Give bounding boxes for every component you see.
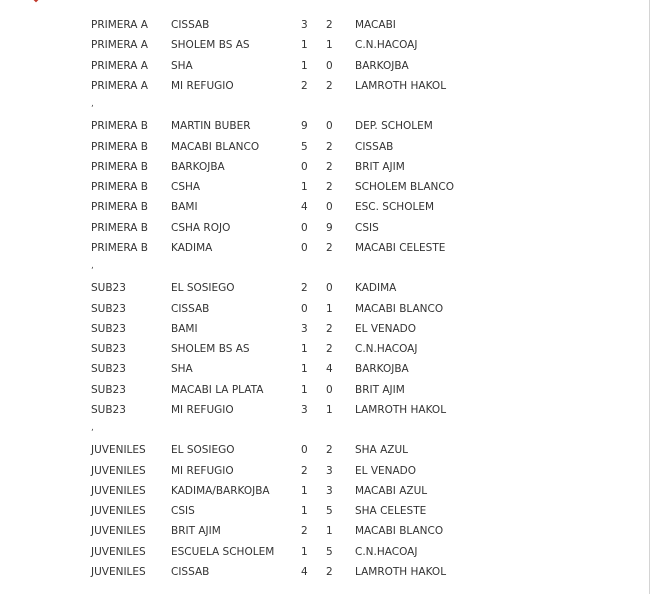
away-team-cell: LAMROTH HAKOL [355, 79, 447, 92]
category-cell: PRIMERA B [91, 201, 149, 214]
home-team-cell: EL SOSIEGO [171, 444, 235, 457]
away-team-cell: MACABI CELESTE [355, 241, 446, 254]
away-goals-cell: 1 [326, 302, 333, 315]
match-row [0, 79, 649, 93]
section-separator: , [91, 99, 94, 109]
home-team-cell: MACABI LA PLATA [171, 383, 264, 396]
away-goals-cell: 5 [326, 505, 333, 517]
home-team-cell: CISSAB [171, 302, 210, 315]
home-goals-cell: 0 [301, 221, 308, 234]
away-goals-cell: 0 [326, 383, 333, 396]
match-row [0, 18, 649, 32]
section-separator: , [91, 423, 94, 433]
match-row [0, 524, 649, 538]
home-goals-cell: 1 [301, 181, 308, 193]
home-team-cell: EL SOSIEGO [171, 282, 235, 295]
match-row [0, 362, 649, 376]
home-team-cell: SHOLEM BS AS [171, 39, 250, 52]
home-team-cell: MI REFUGIO [171, 464, 234, 477]
match-row [0, 221, 649, 235]
category-cell: PRIMERA B [91, 140, 149, 153]
category-cell: SUB23 [91, 343, 126, 355]
home-goals-cell: 0 [301, 241, 308, 254]
home-team-cell: SHOLEM BS AS [171, 343, 250, 355]
away-team-cell: C.N.HACOAJ [355, 545, 418, 558]
away-team-cell: LAMROTH HAKOL [355, 565, 447, 578]
away-team-cell: C.N.HACOAJ [355, 343, 418, 355]
match-row [0, 119, 649, 133]
category-cell: PRIMERA B [91, 120, 149, 133]
home-team-cell: ESCUELA SCHOLEM [171, 545, 275, 558]
category-cell: SUB23 [91, 302, 126, 315]
away-goals-cell: 9 [326, 221, 333, 234]
home-goals-cell: 4 [301, 565, 308, 578]
match-row [0, 200, 649, 214]
match-row [0, 241, 649, 255]
home-team-cell: SHA [171, 363, 193, 376]
home-team-cell: BRIT AJIM [171, 525, 221, 538]
home-team-cell: MARTIN BUBER [171, 120, 251, 133]
away-goals-cell: 1 [326, 525, 333, 538]
home-goals-cell: 1 [301, 59, 308, 72]
match-row [0, 443, 649, 457]
home-team-cell: SHA [171, 59, 193, 72]
away-team-cell: EL VENADO [355, 322, 417, 335]
away-goals-cell: 2 [326, 565, 333, 578]
home-goals-cell: 1 [301, 545, 308, 558]
home-goals-cell: 1 [301, 39, 308, 52]
away-team-cell: BARKOJBA [355, 59, 409, 72]
away-team-cell: CISSAB [355, 140, 394, 153]
match-row [0, 38, 649, 52]
match-row [0, 140, 649, 154]
away-team-cell: BRIT AJIM [355, 383, 405, 396]
away-goals-cell: 3 [326, 464, 333, 477]
away-team-cell: SHA CELESTE [355, 505, 427, 517]
home-goals-cell: 1 [301, 505, 308, 517]
away-team-cell: EL VENADO [355, 464, 417, 477]
category-cell: SUB23 [91, 322, 126, 335]
home-team-cell: BAMI [171, 201, 198, 214]
category-cell: JUVENILES [91, 444, 146, 457]
home-team-cell: MACABI BLANCO [171, 140, 260, 153]
home-team-cell: MI REFUGIO [171, 79, 234, 92]
home-goals-cell: 3 [301, 403, 308, 416]
away-goals-cell: 1 [326, 403, 333, 416]
category-cell: JUVENILES [91, 464, 146, 477]
home-goals-cell: 2 [301, 79, 308, 92]
home-goals-cell: 9 [301, 120, 308, 133]
category-cell: JUVENILES [91, 565, 146, 578]
match-row [0, 160, 649, 174]
home-goals-cell: 0 [301, 302, 308, 315]
category-cell: PRIMERA A [91, 59, 148, 72]
home-goals-cell: 0 [301, 444, 308, 457]
match-row [0, 504, 649, 518]
home-team-cell: CSHA ROJO [171, 221, 231, 234]
category-cell: SUB23 [91, 363, 126, 376]
away-goals-cell: 0 [326, 282, 333, 295]
home-goals-cell: 0 [301, 160, 308, 173]
away-goals-cell: 2 [326, 343, 333, 355]
away-goals-cell: 0 [326, 59, 333, 72]
away-team-cell: SCHOLEM BLANCO [355, 181, 454, 193]
section-separator: , [91, 261, 94, 271]
home-goals-cell: 1 [301, 383, 308, 396]
match-row [0, 464, 649, 478]
page-right-border [649, 0, 650, 594]
category-cell: PRIMERA B [91, 181, 149, 193]
home-goals-cell: 3 [301, 19, 308, 31]
away-goals-cell: 2 [326, 444, 333, 457]
category-cell: SUB23 [91, 403, 126, 416]
home-goals-cell: 3 [301, 322, 308, 335]
away-goals-cell: 2 [326, 79, 333, 92]
away-goals-cell: 2 [326, 140, 333, 153]
match-row [0, 545, 649, 559]
category-cell: PRIMERA B [91, 160, 149, 173]
away-goals-cell: 5 [326, 545, 333, 558]
category-cell: PRIMERA B [91, 241, 149, 254]
away-team-cell: ESC. SCHOLEM [355, 201, 435, 214]
category-cell: JUVENILES [91, 505, 146, 517]
match-row [0, 59, 649, 73]
home-goals-cell: 2 [301, 525, 308, 538]
away-team-cell: SHA AZUL [355, 444, 408, 457]
match-row [0, 565, 649, 579]
match-row [0, 180, 649, 194]
home-goals-cell: 1 [301, 343, 308, 355]
away-team-cell: MACABI BLANCO [355, 525, 444, 538]
match-row [0, 403, 649, 417]
home-goals-cell: 5 [301, 140, 308, 153]
category-cell: SUB23 [91, 282, 126, 295]
home-team-cell: KADIMA [171, 241, 213, 254]
away-goals-cell: 2 [326, 181, 333, 193]
away-team-cell: MACABI AZUL [355, 484, 428, 497]
match-row [0, 383, 649, 397]
away-goals-cell: 4 [326, 363, 333, 376]
home-team-cell: BAMI [171, 322, 198, 335]
home-team-cell: MI REFUGIO [171, 403, 234, 416]
away-goals-cell: 0 [326, 201, 333, 214]
home-goals-cell: 1 [301, 363, 308, 376]
category-cell: JUVENILES [91, 484, 146, 497]
away-team-cell: BRIT AJIM [355, 160, 405, 173]
away-goals-cell: 2 [326, 19, 333, 31]
away-goals-cell: 1 [326, 39, 333, 52]
category-cell: JUVENILES [91, 545, 146, 558]
category-cell: SUB23 [91, 383, 126, 396]
home-team-cell: KADIMA/BARKOJBA [171, 484, 270, 497]
home-team-cell: CISSAB [171, 19, 210, 31]
away-team-cell: KADIMA [355, 282, 397, 295]
home-team-cell: BARKOJBA [171, 160, 225, 173]
away-goals-cell: 2 [326, 241, 333, 254]
home-team-cell: CSIS [171, 505, 195, 517]
category-cell: PRIMERA A [91, 19, 148, 31]
home-goals-cell: 4 [301, 201, 308, 214]
match-row [0, 322, 649, 336]
home-goals-cell: 2 [301, 464, 308, 477]
match-row [0, 302, 649, 316]
home-goals-cell: 1 [301, 484, 308, 497]
away-team-cell: MACABI BLANCO [355, 302, 444, 315]
home-goals-cell: 2 [301, 282, 308, 295]
away-goals-cell: 3 [326, 484, 333, 497]
away-goals-cell: 2 [326, 322, 333, 335]
away-team-cell: MACABI [355, 19, 396, 31]
away-team-cell: LAMROTH HAKOL [355, 403, 447, 416]
category-cell: PRIMERA A [91, 39, 148, 52]
match-row [0, 281, 649, 295]
away-team-cell: CSIS [355, 221, 379, 234]
away-team-cell: C.N.HACOAJ [355, 39, 418, 52]
category-cell: JUVENILES [91, 525, 146, 538]
away-team-cell: BARKOJBA [355, 363, 409, 376]
away-goals-cell: 2 [326, 160, 333, 173]
category-cell: PRIMERA B [91, 221, 149, 234]
category-cell: PRIMERA A [91, 79, 148, 92]
home-team-cell: CISSAB [171, 565, 210, 578]
match-row [0, 342, 649, 356]
away-team-cell: DEP. SCHOLEM [355, 120, 433, 133]
away-goals-cell: 0 [326, 120, 333, 133]
home-team-cell: CSHA [171, 181, 201, 193]
match-row [0, 484, 649, 498]
